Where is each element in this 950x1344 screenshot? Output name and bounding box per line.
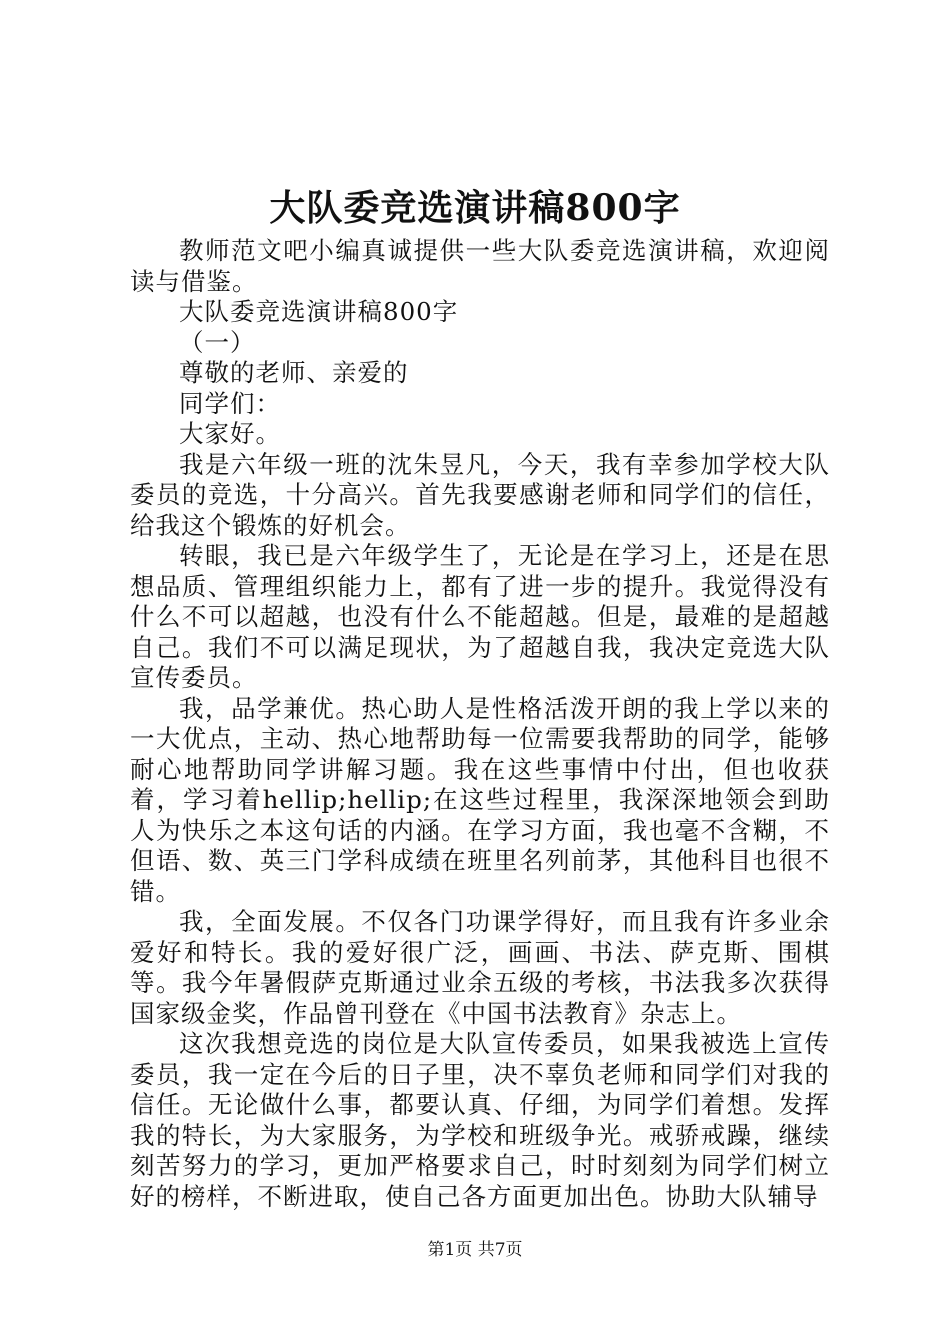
body-paragraph: 我，全面发展。不仅各门功课学得好，而且我有许多业余爱好和特长。我的爱好很广泛，画画、书法、萨克斯、围棋等。我今年暑假萨克斯通过业余五级的考核，书法我多次获得国家级金奖，作品曾刊登在《中国书法教育》杂志上。 [130,907,830,1028]
document-title: 大队委竞选演讲稿800字 [269,187,681,229]
section-number: （一） [179,327,256,357]
subtitle-line: 大队委竞选演讲稿800字 [179,297,459,326]
salutation-line: 尊敬的老师、亲爱的 [179,358,409,387]
intro-paragraph: 教师范文吧小编真诚提供一些大队委竞选演讲稿，欢迎阅读与借鉴。 [130,236,830,296]
salutation-line: 同学们： [179,388,281,418]
body-paragraph: 我是六年级一班的沈朱昱凡，今天，我有幸参加学校大队委员的竞选，十分高兴。首先我要感谢老师和同学们的信任，给我这个锻炼的好机会。 [130,449,830,540]
body-paragraph: 我，品学兼优。热心助人是性格活泼开朗的我上学以来的一大优点，主动、热心地帮助每一位需要我帮助的同学，能够耐心地帮助同学讲解习题。我在这些事情中付出，但也收获着，学习着hellip;hellip;在这些过程里，我深深地领会到助人为快乐之本这句话的内涵。在学习方面，我也毫不含糊，不但语、数、英三门学科成绩在班里名列前茅，其他科目也很不错。 [130,693,830,906]
body-paragraph: 这次我想竞选的岗位是大队宣传委员，如果我被选上宣传委员，我一定在今后的日子里，决不辜负老师和同学们对我的信任。无论做什么事，都要认真、仔细，为同学们着想。发挥我的特长，为大家服务，为学校和班级争光。戒骄戒躁，继续刻苦努力的学习，更加严格要求自己，时时刻刻为同学们树立好的榜样，不断进取，使自己各方面更加出色。协助大队辅导 [130,1029,830,1211]
document-body [130,236,830,1212]
greeting-line: 大家好。 [179,419,281,448]
page-number-footer: 第1页 共7页 [427,1240,523,1260]
body-paragraph: 转眼，我已是六年级学生了，无论是在学习上，还是在思想品质、管理组织能力上，都有了进一步的提升。我觉得没有什么不可以超越，也没有什么不能超越。但是，最难的是超越自己。我们不可以满足现状，为了超越自我，我决定竞选大队宣传委员。 [130,541,830,692]
